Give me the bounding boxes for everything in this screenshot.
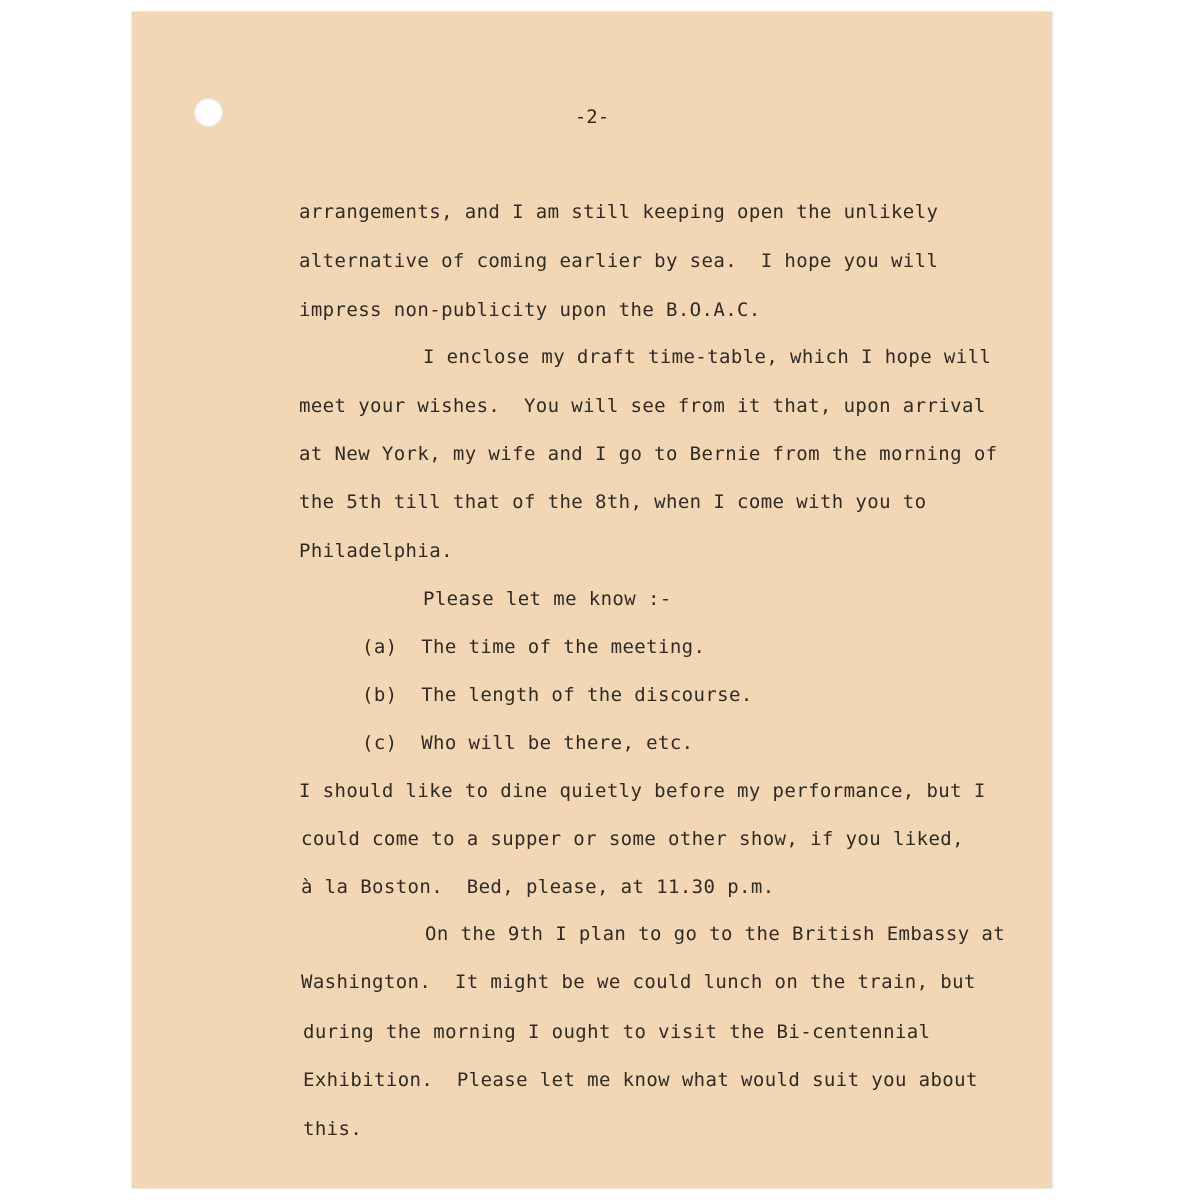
text-line: I should like to dine quietly before my performance, but I — [299, 780, 986, 802]
text-line: à la Boston. Bed, please, at 11.30 p.m. — [301, 876, 775, 898]
text-line: arrangements, and I am still keeping open the unlikely — [299, 201, 939, 223]
letter-page — [132, 12, 1052, 1188]
text-line: during the morning I ought to visit the Bi-centennial — [303, 1021, 931, 1043]
list-item-b: (b) The length of the discourse. — [362, 684, 753, 706]
list-item-a: (a) The time of the meeting. — [362, 636, 706, 658]
text-line: meet your wishes. You will see from it that, upon arrival — [299, 395, 986, 417]
text-line: impress non-publicity upon the B.O.A.C. — [299, 299, 761, 321]
text-line: could come to a supper or some other show, if you liked, — [301, 828, 964, 850]
text-line: Washington. It might be we could lunch on the train, but — [301, 971, 976, 993]
text-line: On the 9th I plan to go to the British Embassy at — [425, 923, 1006, 945]
page-number: -2- — [574, 106, 610, 128]
text-line: Exhibition. Please let me know what would suit you about — [303, 1069, 978, 1091]
text-line: at New York, my wife and I go to Bernie from the morning of — [299, 443, 998, 465]
text-line: Philadelphia. — [299, 540, 453, 562]
text-line: Please let me know :- — [423, 588, 672, 610]
text-line: the 5th till that of the 8th, when I come with you to — [299, 491, 927, 513]
text-line: I enclose my draft time-table, which I hope will — [423, 346, 992, 368]
text-line: alternative of coming earlier by sea. I hope you will — [299, 250, 939, 272]
text-line: this. — [303, 1118, 363, 1140]
list-item-c: (c) Who will be there, etc. — [362, 732, 694, 754]
